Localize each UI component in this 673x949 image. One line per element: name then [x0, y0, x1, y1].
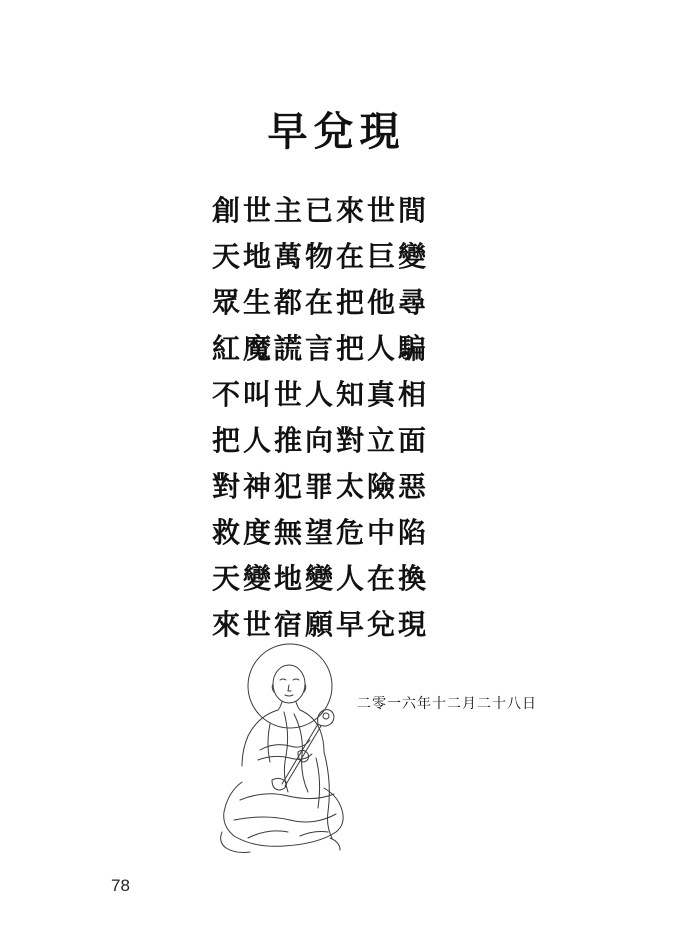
poem-line: 不叫世人知真相: [212, 378, 430, 411]
seated-monk-drawing-icon: [200, 632, 350, 862]
poem-line: 紅魔謊言把人騙: [212, 332, 430, 365]
poem-line: 把人推向對立面: [212, 424, 430, 457]
poem-line: 眾生都在把他尋: [212, 286, 430, 319]
page-number: 78: [111, 876, 130, 895]
poem-line: 天地萬物在巨變: [212, 240, 430, 273]
poem-line: 來世宿願早兌現: [212, 608, 430, 641]
poem-line: 創世主已來世間: [212, 194, 430, 227]
date-line: 二零一六年十二月二十八日: [357, 696, 537, 712]
poem-line: 對神犯罪太險惡: [212, 470, 430, 503]
poem-line: 天變地變人在換: [212, 562, 430, 595]
poem-body: [212, 188, 472, 648]
poem-title: 早兌現: [267, 108, 406, 155]
poem-line: 救度無望危中陷: [212, 516, 430, 549]
